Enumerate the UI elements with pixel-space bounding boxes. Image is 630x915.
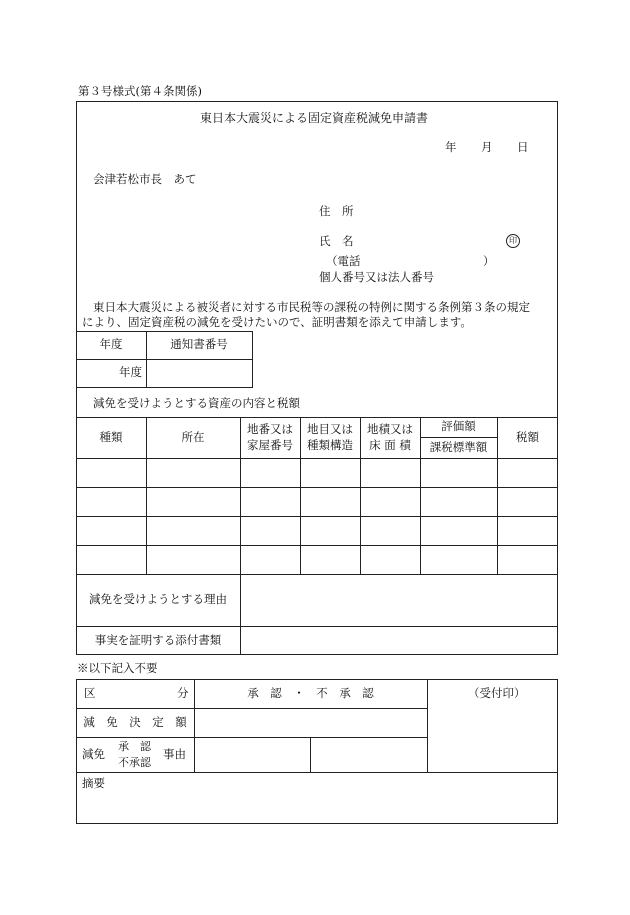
header-tax-amount: 税額 bbox=[516, 429, 539, 444]
office-col-3 bbox=[427, 679, 428, 772]
phone-close-paren: ） bbox=[483, 254, 495, 268]
notice-table-bottom bbox=[76, 387, 253, 388]
statement-line-1: 東日本大震災による被災者に対する市民税等の課税の特例に関する条例第３条の規定 bbox=[93, 300, 530, 314]
office-line-2 bbox=[76, 737, 427, 738]
header-valuation: 評価額 bbox=[441, 419, 476, 434]
form-title: 東日本大震災による固定資産税減免申請書 bbox=[200, 111, 429, 125]
office-use-note: ※以下記入不要 bbox=[77, 661, 158, 675]
category-label-left: 区 bbox=[84, 686, 96, 700]
office-col-2 bbox=[310, 737, 311, 772]
approved-label: 承 認 bbox=[118, 740, 151, 753]
seal-icon: 印 bbox=[506, 234, 520, 248]
not-approved-label: 不承認 bbox=[118, 756, 151, 769]
date-day-label: 日 bbox=[517, 140, 529, 154]
reason-label: 減免を受けようとする理由 bbox=[89, 592, 227, 607]
header-tax-base: 課税標準額 bbox=[429, 439, 488, 454]
office-line-3 bbox=[76, 772, 558, 773]
header-area-line2: 床 面 積 bbox=[369, 437, 411, 452]
header-lot-number bbox=[240, 417, 300, 458]
category-label-right: 分 bbox=[177, 686, 189, 700]
notice-row-year: 年度 bbox=[119, 365, 142, 380]
reason-short-label: 事由 bbox=[163, 747, 186, 761]
addressee: 会津若松市長 あて bbox=[93, 172, 197, 186]
address-label: 住 所 bbox=[319, 204, 354, 218]
phone-label: （電話 bbox=[326, 254, 361, 268]
header-land-line2: 種類構造 bbox=[307, 437, 353, 452]
header-location: 所在 bbox=[181, 429, 205, 444]
reception-stamp-label: （受付印） bbox=[468, 686, 526, 700]
id-number-label: 個人番号又は法人番号 bbox=[319, 270, 434, 284]
exemption-label: 減免 bbox=[82, 747, 105, 761]
notice-header-number: 通知書番号 bbox=[170, 337, 228, 352]
asset-entry-rows[interactable] bbox=[77, 459, 557, 573]
date-year-label: 年 bbox=[445, 140, 457, 154]
asset-section-label: 減免を受けようとする資産の内容と税額 bbox=[93, 396, 300, 410]
name-label: 氏 名 bbox=[319, 234, 354, 248]
documents-field[interactable] bbox=[241, 627, 557, 654]
statement-line-2: により、固定資産税の減免を受けたいので、証明書類を添えて申請します。 bbox=[82, 315, 472, 329]
header-lot-line2: 家屋番号 bbox=[247, 437, 293, 452]
documents-label: 事実を証明する添付書類 bbox=[94, 632, 222, 647]
approval-options: 承 認 ・ 不 承 認 bbox=[247, 685, 374, 700]
decided-amount-label: 減 免 決 定 額 bbox=[83, 714, 187, 729]
remarks-label: 摘要 bbox=[82, 776, 105, 790]
header-type: 種類 bbox=[99, 429, 123, 444]
date-month-label: 月 bbox=[481, 140, 493, 154]
notice-number-field[interactable] bbox=[147, 360, 251, 386]
header-land-line1: 地目又は bbox=[307, 421, 353, 436]
header-lot-line1: 地番又は bbox=[247, 421, 293, 436]
header-land-category bbox=[300, 417, 360, 458]
header-area bbox=[360, 417, 420, 458]
notice-table-right bbox=[252, 331, 253, 387]
notice-header-year: 年度 bbox=[99, 337, 123, 352]
form-id: 第３号様式(第４条関係) bbox=[78, 84, 202, 98]
reason-field[interactable] bbox=[241, 575, 557, 625]
header-area-line1: 地積又は bbox=[367, 421, 413, 436]
